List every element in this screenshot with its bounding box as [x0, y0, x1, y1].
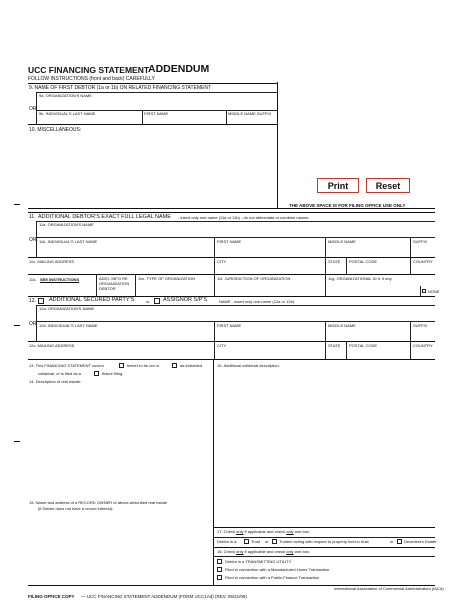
item11e-type-field[interactable]	[137, 283, 213, 295]
item9-top-border	[28, 83, 278, 84]
item12b-label: 12b. INDIVIDUAL'S LAST NAME	[39, 323, 98, 328]
item12b-middle-field[interactable]	[326, 329, 409, 340]
item17-header: 17. Check only if applicable and check only one box.	[217, 529, 311, 534]
margin-tick	[14, 204, 20, 205]
item11a-label: 11a. ORGANIZATION'S NAME	[39, 222, 94, 227]
item13-line1a: 13. This FINANCING STATEMENT covers	[29, 363, 104, 368]
public-finance-checkbox[interactable]	[217, 575, 222, 580]
item16-label: 16. Additional collateral description:	[217, 363, 280, 368]
item11-header: ADDITIONAL DEBTOR'S EXACT FULL LEGAL NAME	[38, 214, 171, 220]
item12c-city-field[interactable]	[215, 350, 324, 358]
item12c-postal-field[interactable]	[347, 350, 409, 358]
footer-form-label: — UCC FINANCING STATEMENT ADDENDUM (FORM UCC1Ad) (REV. 05/21/09)	[81, 594, 247, 599]
item9-label: 9. NAME OF FIRST DEBTOR (1a or 1b) ON RELATED FINANCING STATEMENT	[29, 85, 212, 91]
item12-secured-party: ADDITIONAL SECURED PARTY'S	[49, 297, 135, 303]
item12c-country-field[interactable]	[411, 350, 434, 358]
item9b-last-name-field[interactable]	[37, 117, 141, 124]
timber-checkbox[interactable]	[119, 363, 124, 368]
item11b-suffix-field[interactable]	[411, 245, 434, 256]
item12b-first-field[interactable]	[215, 329, 324, 340]
item11f-jurisdiction-field[interactable]	[216, 283, 324, 295]
item9a-field[interactable]	[37, 99, 277, 109]
lower-column-divider	[213, 359, 214, 585]
item9a-label: 9a. ORGANIZATION'S NAME	[39, 93, 92, 98]
margin-tick	[14, 325, 20, 326]
item9-middle-suffix-label: MIDDLE NAME,SUFFIX	[228, 111, 272, 116]
item12c-label: 12c. MAILING ADDRESS	[29, 343, 75, 348]
reset-button[interactable]: Reset	[366, 178, 410, 193]
item9-or: OR	[29, 106, 37, 112]
item10-field[interactable]	[28, 135, 277, 205]
filing-office-note: THE ABOVE SPACE IS FOR FILING OFFICE USE ONLY	[289, 203, 406, 208]
item11c-address-field[interactable]	[29, 266, 213, 274]
none-checkbox[interactable]	[422, 289, 426, 293]
footer-association: International Association of Commercial Administrators (IACA)	[334, 586, 444, 591]
item11c-state-field[interactable]	[326, 266, 345, 274]
item11b-first-field[interactable]	[215, 245, 324, 256]
trust-checkbox[interactable]	[244, 539, 249, 544]
item15-field[interactable]	[29, 513, 212, 583]
item12a-label: 12a. ORGANIZATION'S NAME	[39, 306, 95, 311]
item12b-last-field[interactable]	[37, 329, 213, 340]
item9b-first-name-field[interactable]	[143, 117, 225, 124]
form-instructions: FOLLOW INSTRUCTIONS (front and back) CAREFULLY	[28, 76, 155, 82]
item9b-label: 9b. INDIVIDUAL'S LAST NAME	[39, 111, 96, 116]
item11c-city-field[interactable]	[215, 266, 324, 274]
item11c-country-field[interactable]	[411, 266, 434, 274]
footer-copy-label: FILING OFFICE COPY	[28, 594, 75, 599]
item11a-field[interactable]	[37, 228, 434, 237]
item15-line1: 15. Name and address of a RECORD OWNER of above-described real estate	[29, 500, 168, 505]
item11b-last-field[interactable]	[37, 245, 213, 256]
item11-header-rest: - insert only one name (11a or 11b) - do not abbreviate or combine names	[178, 215, 309, 220]
item14-field[interactable]	[29, 386, 212, 496]
decedent-checkbox[interactable]	[397, 539, 402, 544]
item9b-middle-field[interactable]	[227, 117, 277, 124]
item11c-label: 11c. MAILING ADDRESS	[29, 259, 75, 264]
form-title-main: ADDENDUM	[148, 63, 210, 75]
transmitting-utility-checkbox[interactable]	[217, 559, 222, 564]
item18-header: 18. Check only if applicable and check only one box.	[217, 549, 311, 554]
item15-line2: (if Debtor does not have a record interest):	[38, 506, 114, 511]
item13-line2a: collateral, or is filed as a	[38, 371, 81, 376]
form-title-prefix: UCC FINANCING STATEMENT	[28, 65, 150, 75]
item12c-state-field[interactable]	[326, 350, 345, 358]
item10-label: 10. MISCELLANEOUS:	[29, 127, 82, 133]
margin-tick	[14, 441, 20, 442]
top-block-right-border	[277, 82, 278, 208]
item9-first-name-label: FIRST NAME	[144, 111, 169, 116]
manufactured-home-checkbox[interactable]	[217, 567, 222, 572]
item12a-field[interactable]	[37, 312, 434, 321]
item12-assignor: ASSIGNOR S/P'S	[163, 297, 208, 303]
see-instructions-link[interactable]: SEE INSTRUCTIONS	[40, 277, 80, 282]
item12-header-rest: NAME - insert only one name (12a or 12b)	[219, 299, 295, 304]
print-button[interactable]: Print	[317, 178, 359, 193]
secured-party-checkbox[interactable]	[38, 298, 44, 304]
item12c-address-field[interactable]	[29, 350, 213, 358]
item11b-label: 11b. INDIVIDUAL'S LAST NAME	[39, 239, 98, 244]
item12b-suffix-field[interactable]	[411, 329, 434, 340]
as-extracted-checkbox[interactable]	[172, 363, 177, 368]
item14-label: 14. Description of real estate:	[29, 379, 82, 384]
assignor-checkbox[interactable]	[154, 298, 160, 304]
trustee-checkbox[interactable]	[272, 539, 277, 544]
fixture-filing-checkbox[interactable]	[94, 371, 99, 376]
item16-field[interactable]	[216, 370, 434, 525]
item11c-postal-field[interactable]	[347, 266, 409, 274]
item11b-middle-field[interactable]	[326, 245, 409, 256]
item11g-orgid-field[interactable]	[327, 283, 419, 295]
